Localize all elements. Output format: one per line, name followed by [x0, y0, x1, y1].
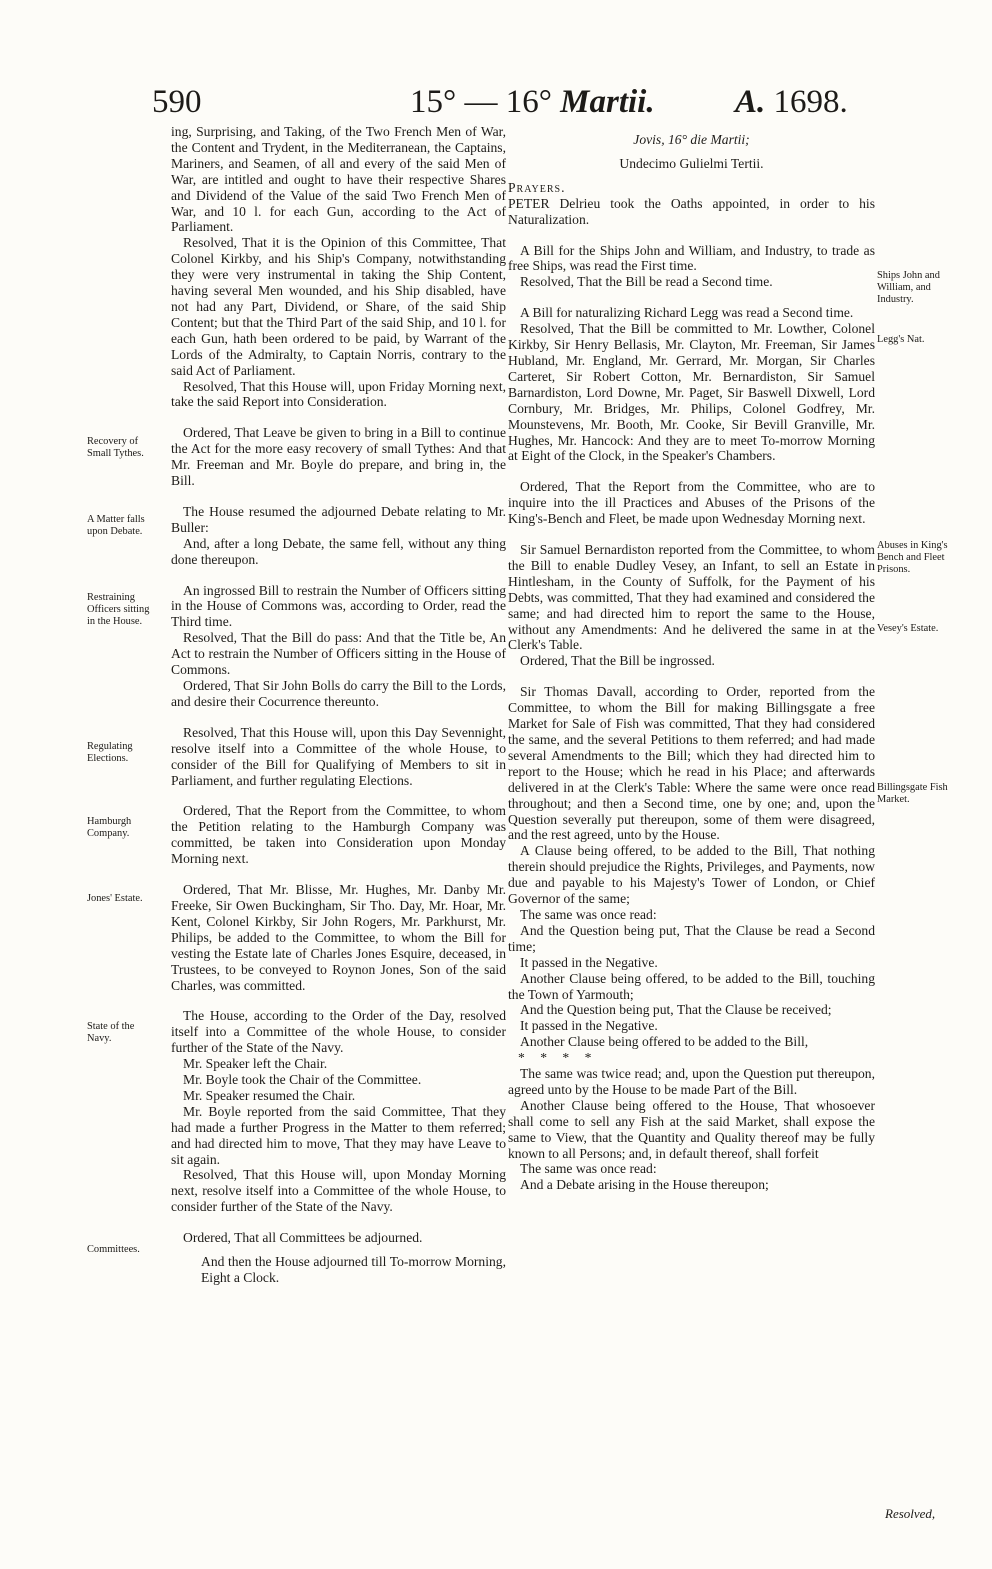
paragraph: The same was twice read; and, upon the Question put thereupon, agreed unto by the House to be made Part of the Bill.: [508, 1066, 875, 1097]
paragraph: The same was once read:: [520, 906, 657, 922]
paragraph: Resolved, That it is the Opinion of this Committee, That Colonel Kirkby, and his Ship's Company, notwithstanding they were very instrumental in taking the Ship Content, having several Men wounded, and his Ship disabled, have not had any Part, Dividend, or Share, of the said Ship Content; but that the Third Part of the said Ship, and 10 l. for each Gun, hath been ordered to be paid, by Warrant of the Lords of the Admiralty, to Captain Norris, contrary to the said Act of Parliament.: [171, 235, 506, 378]
margin-note: Restraining Officers sitting in the House.: [87, 592, 150, 627]
date-range: 15° — 16°: [410, 84, 552, 120]
paragraph: Resolved, That this House will, upon Friday Morning next, take the said Report into Consideration.: [171, 378, 506, 410]
regnal-year: Undecimo Gulielmi Tertii.: [619, 155, 764, 171]
paragraph: Resolved, That this House will, upon this Day Sevennight, resolve itself into a Committee of the whole House, to consider of the Bill for Qualifying of Members to sit in Parliament, and further regulating Elections.: [171, 724, 506, 788]
paragraph: ing, Surprising, and Taking, of the Two French Men of War, the Content and Trydent, in the Mediterranean, the Captains, Mariners, and Seamen, of all and every of the said Men of War, are intitled and ought to have their respective Shares and Dividend of the Value of the said Two French Men of War, and 10 l. for each Gun, according to the Act of Parliament.: [171, 124, 506, 235]
page-number: 590: [152, 84, 202, 120]
paragraph: The House resumed the adjourned Debate relating to Mr. Buller:: [171, 503, 506, 535]
margin-note: Vesey's Estate.: [877, 623, 939, 634]
paragraph: An ingrossed Bill to restrain the Number of Officers sitting in the House of Commons was, according to Order, read the Third time.: [171, 582, 506, 630]
margin-note: Legg's Nat.: [877, 334, 925, 345]
paragraph: And the Question being put, That the Clause be received;: [520, 1002, 832, 1018]
margin-note: Hamburgh Company.: [87, 816, 132, 839]
paragraph: A Bill for naturalizing Richard Legg was read a Second time.: [520, 305, 854, 321]
left-column: [171, 124, 506, 1286]
paragraph: Resolved, That this House will, upon Monday Morning next, resolve itself into a Committee of the whole House, to consider further of the State of the Navy.: [171, 1167, 506, 1215]
paragraph: Resolved, That the Bill do pass: And that the Title be, An Act to restrain the Number of Officers sitting in the House of Commons.: [171, 630, 506, 678]
paragraph: And a Debate arising in the House thereupon;: [520, 1177, 769, 1193]
paragraph: Sir Samuel Bernardiston reported from the Committee, to whom the Bill to enable Dudley Vesey, an Infant, to sell an Estate in Hintlesham, in the County of Suffolk, for the Payment of his Debts, was committed, That they had examined and considered the same; and had directed him to report the same to the House, without any Amendments: And he delivered the same in at the Clerk's Table.: [508, 542, 875, 653]
paragraph: Mr. Boyle reported from the said Committee, That they had made a further Progress in the Matter to them referred; and had directed him to move, That they may have Leave to sit again.: [171, 1103, 506, 1167]
right-column: [508, 124, 875, 1193]
margin-note: State of the Navy.: [87, 1021, 135, 1044]
margin-note: Billingsgate Fish Market.: [877, 782, 948, 805]
adjournment: And then the House adjourned till To-morrow Morning, Eight a Clock.: [201, 1254, 506, 1285]
paragraph: Sir Thomas Davall, according to Order, reported from the Committee, to whom the Bill for making Billingsgate a free Market for Sale of Fish was committed, That they had considered the same, and the several Petitions to them referred; and had made several Amendments to the Bill; which they had directed him to report to the House; which he read in his Place; and afterwards delivered in at the Clerk's Table: Where the same were once read throughout; and then a Second time, one by one; and, upon the Question severally put thereupon, some of them were disagreed, and the rest agreed, unto by the House.: [508, 684, 875, 843]
paragraph: The same was once read:: [520, 1161, 657, 1177]
paragraph: It passed in the Negative.: [520, 954, 658, 970]
paragraph: And the Question being put, That the Clause be read a Second time;: [508, 922, 875, 954]
paragraph: A Bill for the Ships John and William, and Industry, to trade as free Ships, was read the First time.: [508, 242, 875, 274]
day-heading: Jovis, 16° die Martii;: [633, 132, 750, 147]
paragraph: Mr. Speaker resumed the Chair.: [183, 1087, 356, 1103]
running-date: [410, 82, 655, 122]
paragraph: Ordered, That the Bill be ingrossed.: [520, 653, 715, 669]
margin-note: Committees.: [87, 1244, 140, 1255]
paragraph: Another Clause being offered, to be added to the Bill, touching the Town of Yarmouth;: [508, 970, 875, 1002]
paragraph: And, after a long Debate, the same fell, without any thing done thereupon.: [171, 535, 506, 567]
paragraph: Another Clause being offered to the House, That whosoever shall come to sell any Fish at the said Market, shall expose the same to View, that the Quantity and Quality thereof may be fully known to all Persons; and, in default thereof, shall forfeit: [508, 1097, 875, 1161]
paragraph: Ordered, That the Report from the Committee, to whom the Petition relating to the Hamburgh Company was committed, be taken into Consideration upon Monday Morning next.: [171, 803, 506, 867]
paragraph: Resolved, That the Bill be committed to Mr. Lowther, Colonel Kirkby, Sir Henry Bellasis, Mr. Clayton, Mr. Freeman, Sir James Hubland, Mr. England, Mr. Gerrard, Mr. Morgan, Sir Charles Carteret, Sir Robert Cotton, Mr. Bernardiston, Sir Samuel Barnardiston, Lord Downe, Mr. Paget, Sir Baswell Dixwell, Lord Cornbury, Mr. Bridges, Mr. Philips, Colonel Godfrey, Mr. Mounstevens, Mr. Booth, Mr. Cooke, Sir Bevill Granville, Mr. Hughes, Mr. Hancock: And they are to meet To-morrow Morning at Eight of the Clock, in the Speaker's Chambers.: [508, 321, 875, 464]
paragraph: Resolved, That the Bill be read a Second time.: [520, 274, 773, 290]
margin-note: Abuses in King's Bench and Fleet Prisons.: [877, 540, 948, 575]
running-year: [735, 82, 848, 122]
paragraph: Ordered, That the Report from the Committee, who are to inquire into the ill Practices and Abuses of the Prisons of the King's-Bench and Fleet, be made upon Wednesday Morning next.: [508, 479, 875, 527]
paragraph: Ordered, That all Committees be adjourned.: [183, 1230, 423, 1246]
catchword: Resolved,: [885, 1506, 936, 1521]
paragraph: A Clause being offered, to be added to the Bill, That nothing therein should prejudice the Rights, Privileges, and Payments, now due and payable to his Majesty's Tower of London, or Chief Governor of the same;: [508, 843, 875, 907]
margin-note: Regulating Elections.: [87, 741, 133, 764]
paragraph: The House, according to the Order of the Day, resolved itself into a Committee of the whole House, to consider further of the State of the Navy.: [171, 1008, 506, 1056]
year-prefix: A.: [735, 84, 766, 120]
month: Martii.: [560, 84, 655, 120]
margin-note: Recovery of Small Tythes.: [87, 436, 144, 459]
paragraph: Ordered, That Leave be given to bring in a Bill to continue the Act for the more easy recovery of small Tythes: And that Mr. Freeman and Mr. Boyle do prepare, and bring in, the Bill.: [171, 425, 506, 489]
paragraph: Ordered, That Sir John Bolls do carry the Bill to the Lords, and desire their Cocurrence thereunto.: [171, 678, 506, 709]
margin-note: A Matter falls upon Debate.: [87, 514, 145, 537]
omission-marks: * * * *: [518, 1050, 598, 1066]
paragraph: PETER Delrieu took the Oaths appointed, in order to his Naturalization.: [508, 195, 875, 227]
paragraph: Another Clause being offered to be added to the Bill,: [520, 1034, 809, 1050]
margin-note: Jones' Estate.: [87, 893, 143, 904]
prayers: Prayers.: [508, 179, 566, 195]
paragraph: It passed in the Negative.: [520, 1018, 658, 1034]
paragraph: Ordered, That Mr. Blisse, Mr. Hughes, Mr. Danby Mr. Freeke, Sir Owen Buckingham, Sir Tho. Day, Mr. Hoar, Mr. Kent, Colonel Kirkby, Sir John Rogers, Mr. Parkhurst, Mr. Philips, be added to the Committee, to whom the Bill for vesting the Estate late of Charles Jones Esquire, deceased, in Trustees, to be conveyed to Roynon Jones, Son of the said Charles, was committed.: [171, 882, 506, 993]
paragraph: Mr. Boyle took the Chair of the Committee.: [183, 1072, 422, 1088]
paragraph: Mr. Speaker left the Chair.: [183, 1056, 328, 1072]
year: 1698.: [773, 84, 848, 120]
margin-note: Ships John and William, and Industry.: [877, 270, 940, 305]
